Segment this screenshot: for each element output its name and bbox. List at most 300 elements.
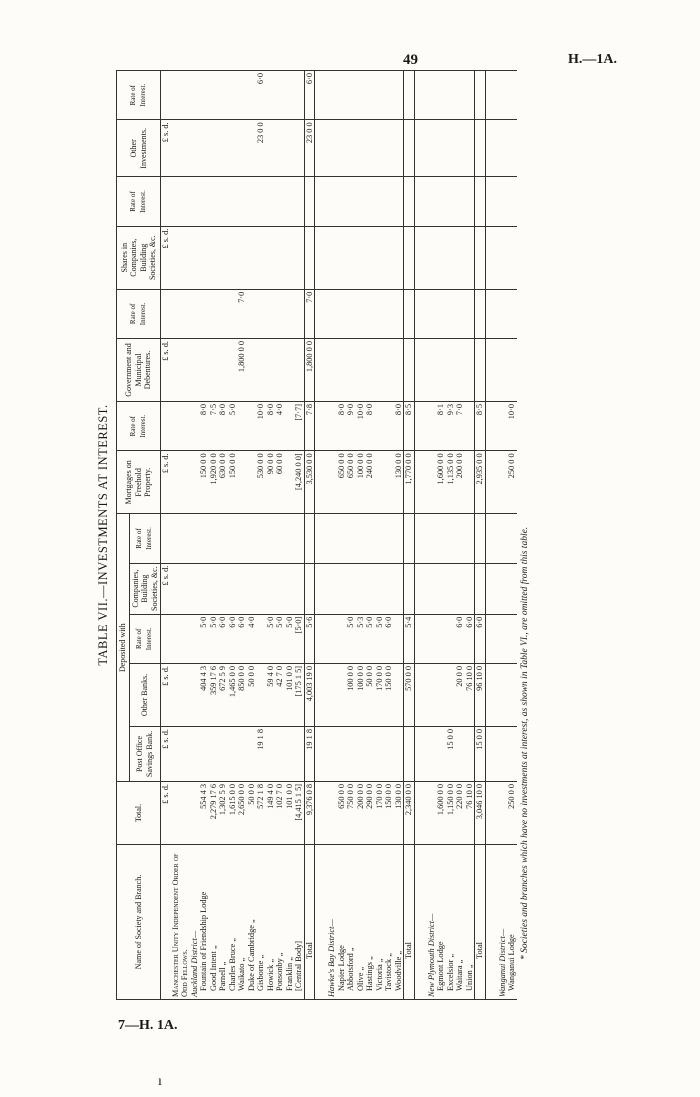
cell-other-rate — [475, 71, 486, 120]
cell-mortgages: 650 0 0 — [346, 451, 356, 514]
table-row — [337, 71, 347, 1000]
cell-companies — [414, 563, 427, 614]
cell-mortgage-rate — [190, 402, 200, 451]
header-other-banks: Other Banks. — [129, 664, 161, 727]
cell-other-banks: 100 0 0 — [346, 664, 356, 727]
cell-companies — [275, 563, 285, 614]
cell-total: [4,415 1 5] — [294, 782, 304, 845]
cell-post-office — [394, 727, 404, 782]
units-spacer — [161, 402, 171, 451]
cell-companies — [327, 563, 337, 614]
cell-other — [375, 120, 385, 177]
footnote: * Societies and branches which have no investments at interest, as shown in Table VI., are omitted from this table. — [519, 526, 530, 960]
cell-companies — [446, 563, 456, 614]
table-row — [394, 71, 404, 1000]
table-row — [266, 71, 276, 1000]
cell-other-banks: 404 4 3 — [199, 664, 209, 727]
table-row — [455, 71, 465, 1000]
cell-post-office — [346, 727, 356, 782]
cell-companies — [247, 563, 257, 614]
cell-mortgages — [237, 451, 247, 514]
cell-companies-rate — [237, 514, 247, 563]
cell-government-rate — [190, 289, 200, 338]
cell-mortgages: 2,935 0 0 — [475, 451, 486, 514]
cell-mortgage-rate: 8·0 — [365, 402, 375, 451]
cell-government — [266, 339, 276, 402]
cell-name: New Plymouth District— — [427, 845, 437, 1000]
cell-government-rate — [315, 289, 328, 338]
cell-shares-rate — [436, 177, 446, 226]
cell-other-banks — [414, 664, 427, 727]
cell-companies-rate — [375, 514, 385, 563]
cell-other — [275, 120, 285, 177]
cell-shares — [285, 226, 295, 289]
cell-total: 554 4 3 — [199, 782, 209, 845]
cell-shares-rate — [346, 177, 356, 226]
cell-post-office — [427, 727, 437, 782]
cell-shares-rate — [304, 177, 315, 226]
cell-other — [190, 120, 200, 177]
cell-mortgage-rate: 8·5 — [404, 402, 415, 451]
cell-total: 200 0 0 — [356, 782, 366, 845]
cell-government-rate — [275, 289, 285, 338]
investments-table — [116, 70, 517, 1000]
cell-government — [275, 339, 285, 402]
cell-mortgage-rate: 10·0 — [356, 402, 366, 451]
cell-other-rate — [446, 71, 456, 120]
cell-name: Olive „ — [356, 845, 366, 1000]
cell-shares-rate — [256, 177, 266, 226]
cell-shares — [485, 226, 498, 289]
cell-companies — [337, 563, 347, 614]
cell-mortgages — [465, 451, 475, 514]
cell-government: 1,800 0 0 — [237, 339, 247, 402]
cell-mortgages — [427, 451, 437, 514]
cell-shares — [356, 226, 366, 289]
cell-companies-rate — [356, 514, 366, 563]
cell-government-rate — [228, 289, 238, 338]
cell-other-banks-rate — [414, 614, 427, 663]
cell-post-office — [507, 727, 517, 782]
cell-other-banks-rate: 5·0 — [209, 614, 219, 663]
cell-other-rate — [275, 71, 285, 120]
cell-post-office — [327, 727, 337, 782]
header-post-office: Post Office Savings Bank. — [129, 727, 161, 782]
cell-government-rate — [337, 289, 347, 338]
cell-government — [414, 339, 427, 402]
cell-companies — [294, 563, 304, 614]
cell-shares-rate — [384, 177, 394, 226]
table-row — [384, 71, 394, 1000]
units-post-office: £ s. d. — [161, 727, 171, 782]
cell-companies-rate — [436, 514, 446, 563]
cell-companies-rate — [404, 514, 415, 563]
cell-government — [485, 339, 498, 402]
cell-shares — [394, 226, 404, 289]
cell-total: 1,600 0 0 — [436, 782, 446, 845]
cell-total: 750 0 0 — [346, 782, 356, 845]
page-code: H.—1A. — [568, 52, 617, 67]
cell-shares-rate — [455, 177, 465, 226]
cell-other-banks-rate: 6·0 — [237, 614, 247, 663]
cell-companies — [285, 563, 295, 614]
cell-shares-rate — [315, 177, 328, 226]
cell-companies-rate — [209, 514, 219, 563]
cell-mortgages — [384, 451, 394, 514]
cell-other — [507, 120, 517, 177]
cell-other — [285, 120, 295, 177]
cell-shares-rate — [507, 177, 517, 226]
cell-other — [384, 120, 394, 177]
header-shares-rate: Rate of Interest. — [117, 177, 161, 226]
cell-government-rate — [465, 289, 475, 338]
cell-mortgages — [247, 451, 257, 514]
cell-mortgage-rate — [427, 402, 437, 451]
cell-other — [218, 120, 228, 177]
units-spacer — [161, 177, 171, 226]
cell-companies-rate — [475, 514, 486, 563]
cell-shares — [507, 226, 517, 289]
cell-government — [404, 339, 415, 402]
cell-other: 23 0 0 — [304, 120, 315, 177]
cell-other-banks: 170 0 0 — [375, 664, 385, 727]
cell-name — [315, 845, 328, 1000]
cell-companies — [209, 563, 219, 614]
cell-shares-rate — [199, 177, 209, 226]
cell-companies — [356, 563, 366, 614]
cell-other-banks-rate: 5·4 — [404, 614, 415, 663]
cell-other — [327, 120, 337, 177]
cell-shares — [414, 226, 427, 289]
cell-shares-rate — [209, 177, 219, 226]
cell-other-rate — [247, 71, 257, 120]
cell-government — [446, 339, 456, 402]
cell-companies-rate — [228, 514, 238, 563]
cell-other-banks: 850 0 0 — [237, 664, 247, 727]
cell-name: Auckland District— — [190, 845, 200, 1000]
cell-post-office — [485, 727, 498, 782]
cell-companies-rate — [315, 514, 328, 563]
cell-shares — [304, 226, 315, 289]
cell-shares-rate — [327, 177, 337, 226]
cell-mortgage-rate: 7·0 — [455, 402, 465, 451]
cell-shares — [475, 226, 486, 289]
cell-total: 2,650 0 0 — [237, 782, 247, 845]
cell-mortgages: 630 0 0 — [218, 451, 228, 514]
table-row — [346, 71, 356, 1000]
cell-government — [455, 339, 465, 402]
cell-name — [414, 845, 427, 1000]
cell-post-office — [384, 727, 394, 782]
cell-total — [190, 782, 200, 845]
cell-other — [228, 120, 238, 177]
cell-total: 149 4 0 — [266, 782, 276, 845]
cell-companies-rate — [256, 514, 266, 563]
cell-shares-rate — [404, 177, 415, 226]
cell-name: Egmont Lodge — [436, 845, 446, 1000]
cell-companies — [375, 563, 385, 614]
table-row — [507, 71, 517, 1000]
cell-mortgage-rate — [384, 402, 394, 451]
cell-other-rate — [327, 71, 337, 120]
cell-companies-rate — [285, 514, 295, 563]
cell-other-banks: 50 0 0 — [365, 664, 375, 727]
cell-government — [475, 339, 486, 402]
cell-other-banks — [436, 664, 446, 727]
cell-other-banks: 96 10 0 — [475, 664, 486, 727]
table-row — [218, 71, 228, 1000]
cell-companies-rate — [507, 514, 517, 563]
cell-mortgage-rate — [247, 402, 257, 451]
cell-other-rate — [346, 71, 356, 120]
cell-shares — [455, 226, 465, 289]
cell-government-rate — [475, 289, 486, 338]
cell-shares — [436, 226, 446, 289]
cell-mortgages: 530 0 0 — [256, 451, 266, 514]
cell-name: Total — [475, 845, 486, 1000]
cell-name: Union „ — [465, 845, 475, 1000]
cell-name: Total — [304, 845, 315, 1000]
cell-government — [337, 339, 347, 402]
cell-total: 3,046 10 0 — [475, 782, 486, 845]
cell-companies — [394, 563, 404, 614]
table-row — [237, 71, 247, 1000]
cell-other: 23 0 0 — [256, 120, 266, 177]
cell-companies — [256, 563, 266, 614]
cell-companies — [237, 563, 247, 614]
cell-other-banks-rate: 5·0 — [365, 614, 375, 663]
cell-other — [404, 120, 415, 177]
cell-government: 1,800 0 0 — [304, 339, 315, 402]
page-number: 49 — [403, 52, 418, 68]
cell-companies-rate — [275, 514, 285, 563]
cell-mortgages: 150 0 0 — [199, 451, 209, 514]
cell-other-banks-rate: 6·0 — [475, 614, 486, 663]
cell-companies — [190, 563, 200, 614]
cell-government — [465, 339, 475, 402]
cell-shares-rate — [465, 177, 475, 226]
cell-other — [209, 120, 219, 177]
cell-companies — [455, 563, 465, 614]
cell-total: 220 0 0 — [455, 782, 465, 845]
table-row — [209, 71, 219, 1000]
cell-shares-rate — [337, 177, 347, 226]
cell-shares — [337, 226, 347, 289]
header-mortgages: Mortgages on Freehold Property. — [117, 451, 161, 514]
cell-government-rate — [209, 289, 219, 338]
spacer-row — [414, 71, 427, 1000]
cell-post-office — [199, 727, 209, 782]
cell-shares-rate — [446, 177, 456, 226]
table-row — [436, 71, 446, 1000]
cell-post-office: 15 0 0 — [475, 727, 486, 782]
cell-other-banks-rate — [436, 614, 446, 663]
cell-other-banks — [485, 664, 498, 727]
cell-shares — [365, 226, 375, 289]
cell-other-rate — [365, 71, 375, 120]
cell-other-banks-rate: 5·6 — [304, 614, 315, 663]
cell-shares-rate — [218, 177, 228, 226]
cell-mortgage-rate: 5·0 — [228, 402, 238, 451]
cell-name: Parnell „ — [218, 845, 228, 1000]
cell-other-banks-rate: 5·0 — [266, 614, 276, 663]
cell-name: Excelsior „ — [446, 845, 456, 1000]
cell-companies-rate — [384, 514, 394, 563]
cell-other — [365, 120, 375, 177]
cell-mortgages: 100 0 0 — [356, 451, 366, 514]
cell-government — [327, 339, 337, 402]
cell-companies — [199, 563, 209, 614]
cell-post-office — [404, 727, 415, 782]
tick-mark: ı — [158, 1074, 162, 1089]
cell-shares — [375, 226, 385, 289]
society-name: Manchester Unity Independent Order of Odd Fellows. — [171, 845, 190, 1000]
cell-companies — [427, 563, 437, 614]
cell-government — [384, 339, 394, 402]
cell-other-rate — [218, 71, 228, 120]
cell-name: Tavistock „ — [384, 845, 394, 1000]
cell-post-office — [275, 727, 285, 782]
cell-government — [247, 339, 257, 402]
cell-total: 50 0 0 — [247, 782, 257, 845]
cell-mortgage-rate: 7·8 — [304, 402, 315, 451]
cell-government — [436, 339, 446, 402]
units-other-banks: £ s. d. — [161, 664, 171, 727]
cell-government — [256, 339, 266, 402]
cell-total: 572 1 8 — [256, 782, 266, 845]
cell-government-rate — [218, 289, 228, 338]
header-companies: Companies, Building Societies, &c. — [129, 563, 161, 614]
cell-companies-rate — [485, 514, 498, 563]
table-row — [465, 71, 475, 1000]
cell-post-office — [465, 727, 475, 782]
cell-shares — [327, 226, 337, 289]
cell-total: 290 0 0 — [365, 782, 375, 845]
cell-total — [427, 782, 437, 845]
cell-name: Waitara „ — [455, 845, 465, 1000]
cell-post-office — [337, 727, 347, 782]
cell-total — [315, 782, 328, 845]
cell-shares-rate — [285, 177, 295, 226]
cell-shares — [275, 226, 285, 289]
cell-other — [498, 120, 508, 177]
cell-companies — [218, 563, 228, 614]
cell-total: 101 0 0 — [285, 782, 295, 845]
cell-mortgages: 60 0 0 — [275, 451, 285, 514]
cell-total: 2,340 0 0 — [404, 782, 415, 845]
cell-other-banks — [315, 664, 328, 727]
cell-companies-rate — [190, 514, 200, 563]
cell-government-rate — [346, 289, 356, 338]
cell-shares — [209, 226, 219, 289]
cell-mortgages — [375, 451, 385, 514]
cell-companies — [475, 563, 486, 614]
cell-government-rate — [485, 289, 498, 338]
cell-other-banks: 59 4 0 — [266, 664, 276, 727]
cell-total: 650 0 0 — [337, 782, 347, 845]
units-spacer — [161, 845, 171, 1000]
cell-shares — [199, 226, 209, 289]
cell-mortgages: 130 0 0 — [394, 451, 404, 514]
cell-government-rate — [427, 289, 437, 338]
cell-other — [436, 120, 446, 177]
cell-total: 170 0 0 — [375, 782, 385, 845]
cell-shares — [256, 226, 266, 289]
cell-total: 1,615 0 0 — [228, 782, 238, 845]
district-row — [327, 71, 337, 1000]
cell-other-rate — [394, 71, 404, 120]
cell-other-banks-rate — [327, 614, 337, 663]
cell-other-banks: 101 0 0 — [285, 664, 295, 727]
cell-other-banks — [327, 664, 337, 727]
table-row — [365, 71, 375, 1000]
cell-other-banks: 100 0 0 — [356, 664, 366, 727]
cell-mortgage-rate: 8·1 — [436, 402, 446, 451]
cell-government — [375, 339, 385, 402]
cell-other — [427, 120, 437, 177]
cell-name: Abbotsford „ — [346, 845, 356, 1000]
cell-government-rate — [507, 289, 517, 338]
cell-other-rate — [266, 71, 276, 120]
cell-government-rate — [294, 289, 304, 338]
cell-mortgage-rate: 8·0 — [394, 402, 404, 451]
cell-companies-rate — [327, 514, 337, 563]
cell-other-banks-rate — [337, 614, 347, 663]
cell-mortgages: 240 0 0 — [365, 451, 375, 514]
cell-other-rate — [209, 71, 219, 120]
cell-shares-rate — [275, 177, 285, 226]
cell-mortgage-rate — [375, 402, 385, 451]
cell-government — [218, 339, 228, 402]
cell-other-banks-rate — [485, 614, 498, 663]
cell-mortgages: 200 0 0 — [455, 451, 465, 514]
cell-mortgage-rate — [498, 402, 508, 451]
cell-mortgage-rate — [315, 402, 328, 451]
units-spacer — [161, 71, 171, 120]
district-row — [190, 71, 200, 1000]
units-total: £ s. d. — [161, 782, 171, 845]
cell-mortgages — [498, 451, 508, 514]
header-government: Government and Municipal Debentures. — [117, 339, 161, 402]
cell-other-banks-rate — [394, 614, 404, 663]
cell-other-banks-rate: 5·0 — [199, 614, 209, 663]
cell-government — [315, 339, 328, 402]
cell-companies-rate — [247, 514, 257, 563]
cell-shares-rate — [228, 177, 238, 226]
cell-companies-rate — [446, 514, 456, 563]
cell-other — [475, 120, 486, 177]
cell-other-banks: 4,003 19 0 — [304, 664, 315, 727]
cell-shares-rate — [294, 177, 304, 226]
cell-other-banks-rate — [446, 614, 456, 663]
cell-mortgages — [485, 451, 498, 514]
cell-shares — [315, 226, 328, 289]
cell-total — [327, 782, 337, 845]
cell-other-banks-rate: 5·0 — [275, 614, 285, 663]
cell-government — [507, 339, 517, 402]
cell-shares — [384, 226, 394, 289]
cell-total — [485, 782, 498, 845]
cell-government-rate — [285, 289, 295, 338]
cell-government — [427, 339, 437, 402]
cell-other-rate: 6·0 — [304, 71, 315, 120]
table-row — [294, 71, 304, 1000]
cell-mortgage-rate: 8·0 — [199, 402, 209, 451]
cell-government — [394, 339, 404, 402]
cell-companies — [304, 563, 315, 614]
cell-other-banks: 150 0 0 — [384, 664, 394, 727]
cell-total: 1,302 5 9 — [218, 782, 228, 845]
